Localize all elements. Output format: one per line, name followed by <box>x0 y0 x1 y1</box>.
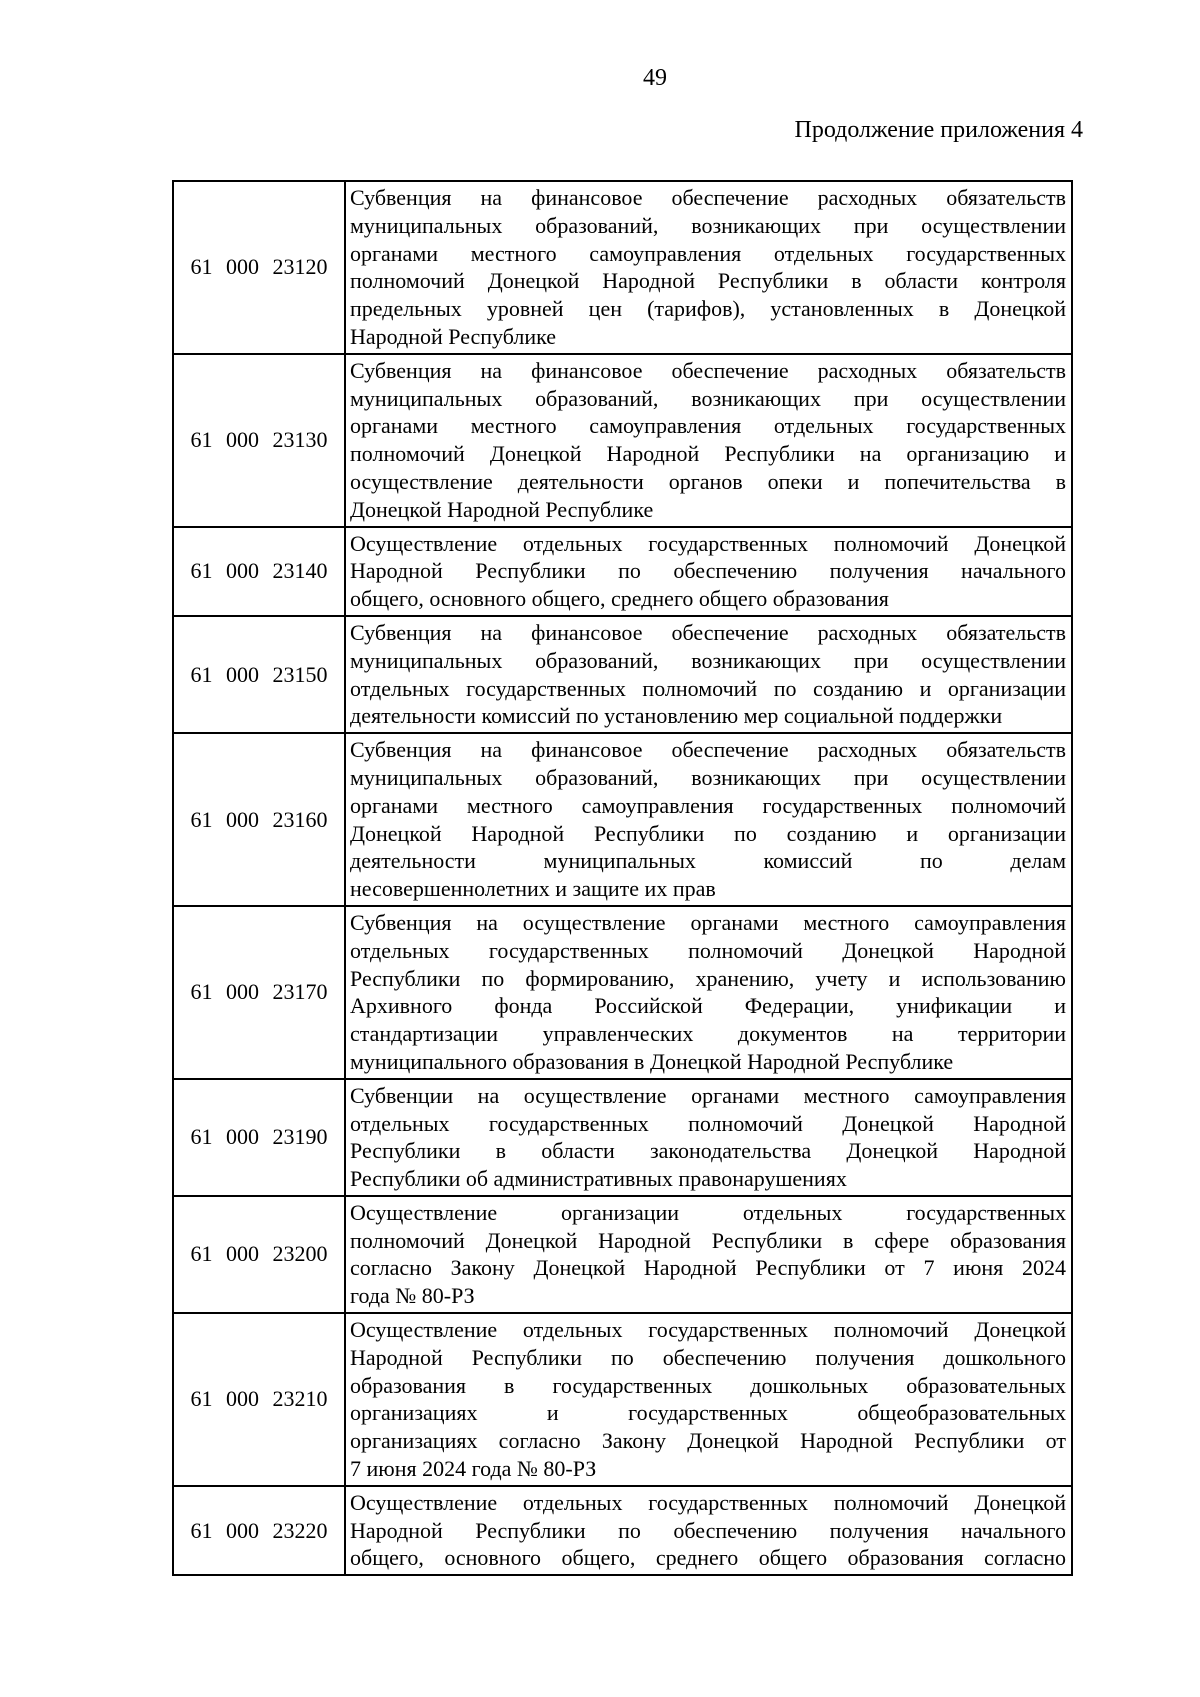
description-cell <box>345 1079 1072 1196</box>
description-line: Субвенция на осуществление органами местного самоуправления <box>350 909 1066 935</box>
description-line: образования в государственных дошкольных образовательных <box>350 1372 1066 1398</box>
description-line: Народной Республики по обеспечению получения дошкольного <box>350 1344 1066 1370</box>
description-line: полномочий Донецкой Народной Республики на организацию и <box>350 441 1066 467</box>
description-cell <box>345 527 1072 616</box>
description-cell <box>345 616 1072 733</box>
description-line: предельных уровней цен (тарифов), установленных в Донецкой <box>350 296 1066 322</box>
description-line: муниципальных образований, возникающих при осуществлении <box>350 764 1066 790</box>
description-line: 7 июня 2024 года № 80-РЗ <box>350 1456 597 1482</box>
description-line: Субвенция на финансовое обеспечение расходных обязательств <box>350 185 1066 210</box>
description-line: Донецкой Народной Республики по созданию и организации <box>350 820 1066 846</box>
description-line: стандартизации управленческих документов на территории <box>350 1021 1066 1047</box>
budget-code-cell: 61 000 23140 <box>173 527 345 616</box>
description-line: Субвенции на осуществление органами местного самоуправления <box>350 1082 1066 1108</box>
table-row <box>173 733 1072 906</box>
description-line: Донецкой Народной Республике <box>350 496 654 522</box>
table-row <box>173 181 1072 354</box>
appendix-continuation-header: Продолжение приложения 4 <box>794 117 1083 143</box>
description-line: муниципальных образований, возникающих при осуществлении <box>350 385 1066 411</box>
page-number: 49 <box>643 65 667 91</box>
budget-code-cell: 61 000 23150 <box>173 616 345 733</box>
description-line: Народной Республики по обеспечению получения начального <box>350 1517 1066 1543</box>
description-line: муниципального образования в Донецкой Народной Республике <box>350 1048 954 1074</box>
description-line: года № 80-РЗ <box>350 1283 475 1309</box>
description-cell <box>345 1196 1072 1313</box>
description-line: деятельности комиссий по установлению мер социальной поддержки <box>350 703 1003 729</box>
description-line: органами местного самоуправления государственных полномочий <box>350 792 1066 818</box>
budget-code-cell: 61 000 23200 <box>173 1196 345 1313</box>
table-row <box>173 527 1072 616</box>
description-line: Субвенция на финансовое обеспечение расходных обязательств <box>350 619 1066 645</box>
description-line: Субвенция на финансовое обеспечение расходных обязательств <box>350 357 1066 383</box>
description-cell <box>345 906 1072 1079</box>
description-line: Субвенция на финансовое обеспечение расходных обязательств <box>350 737 1066 763</box>
budget-code-cell: 61 000 23210 <box>173 1313 345 1486</box>
description-cell <box>345 181 1072 354</box>
description-line: Осуществление отдельных государственных полномочий Донецкой <box>350 1489 1066 1515</box>
table-row <box>173 1486 1072 1575</box>
description-line: Осуществление отдельных государственных полномочий Донецкой <box>350 1317 1066 1343</box>
budget-codes-table-body <box>173 181 1072 1575</box>
description-cell <box>345 733 1072 906</box>
budget-code-cell: 61 000 23120 <box>173 181 345 354</box>
description-line: организациях и государственных общеобразовательных <box>350 1400 1066 1426</box>
table-row <box>173 906 1072 1079</box>
description-line: несовершеннолетних и защите их прав <box>350 876 716 902</box>
budget-code-cell: 61 000 23220 <box>173 1486 345 1575</box>
description-line: муниципальных образований, возникающих при осуществлении <box>350 647 1066 673</box>
description-line: деятельности муниципальных комиссий по делам <box>350 848 1066 874</box>
description-line: отдельных государственных полномочий Донецкой Народной <box>350 1110 1066 1136</box>
table-row <box>173 1313 1072 1486</box>
description-line: Республики по формированию, хранению, учету и использованию <box>350 965 1066 991</box>
description-line: осуществление деятельности органов опеки и попечительства в <box>350 468 1066 494</box>
description-line: общего, основного общего, среднего общего образования <box>350 586 889 612</box>
budget-code-cell: 61 000 23160 <box>173 733 345 906</box>
description-line: согласно Закону Донецкой Народной Республики от 7 июня 2024 <box>350 1255 1066 1281</box>
description-line: полномочий Донецкой Народной Республики в области контроля <box>350 268 1066 294</box>
description-line: Республики об административных правонарушениях <box>350 1166 847 1192</box>
table-row <box>173 1079 1072 1196</box>
table-row <box>173 354 1072 527</box>
description-line: органами местного самоуправления отдельных государственных <box>350 240 1066 266</box>
budget-code-cell: 61 000 23190 <box>173 1079 345 1196</box>
description-cell <box>345 1486 1072 1575</box>
description-line: организациях согласно Закону Донецкой Народной Республики от <box>350 1428 1066 1454</box>
budget-code-cell: 61 000 23130 <box>173 354 345 527</box>
description-line: Осуществление организации отдельных государственных <box>350 1199 1066 1225</box>
table-row <box>173 1196 1072 1313</box>
description-line: Осуществление отдельных государственных полномочий Донецкой <box>350 530 1066 556</box>
description-line: органами местного самоуправления отдельных государственных <box>350 413 1066 439</box>
description-line: полномочий Донецкой Народной Республики в сфере образования <box>350 1227 1066 1253</box>
description-line: отдельных государственных полномочий Донецкой Народной <box>350 937 1066 963</box>
description-cell <box>345 354 1072 527</box>
budget-codes-table <box>172 180 1073 1576</box>
description-line: общего, основного общего, среднего общего образования согласно <box>350 1545 1066 1571</box>
description-line: Народной Республике <box>350 323 557 349</box>
description-line: Народной Республики по обеспечению получения начального <box>350 558 1066 584</box>
description-line: Республики в области законодательства Донецкой Народной <box>350 1138 1066 1164</box>
description-line: Архивного фонда Российской Федерации, унификации и <box>350 993 1066 1019</box>
description-line: муниципальных образований, возникающих при осуществлении <box>350 212 1066 238</box>
table-row <box>173 616 1072 733</box>
description-cell <box>345 1313 1072 1486</box>
description-line: отдельных государственных полномочий по созданию и организации <box>350 675 1066 701</box>
budget-code-cell: 61 000 23170 <box>173 906 345 1079</box>
